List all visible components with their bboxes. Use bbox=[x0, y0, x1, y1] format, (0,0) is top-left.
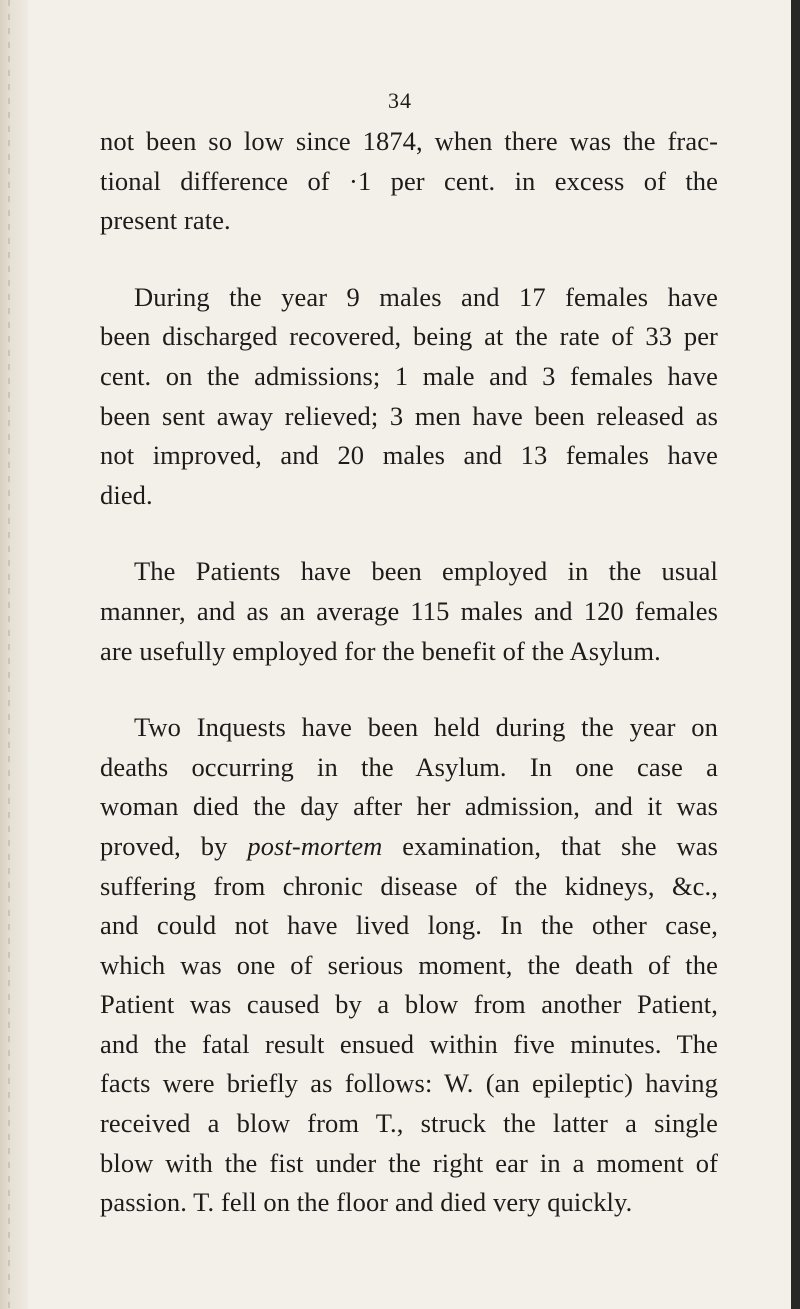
text-line: been discharged recovered, being at the rate of 33 per bbox=[100, 321, 718, 352]
text-line: been sent away relieved; 3 men have been released as bbox=[100, 400, 718, 431]
text-line: facts were briefly as follows: W. (an epileptic) having bbox=[100, 1068, 718, 1099]
text-segment: examination, that she was bbox=[382, 830, 718, 861]
text-line: and the fatal result ensued within five minutes. The bbox=[100, 1028, 718, 1059]
page-number: 34 bbox=[388, 88, 412, 113]
document-body bbox=[100, 122, 718, 1260]
text-line: blow with the fist under the right ear in a moment of bbox=[100, 1147, 718, 1178]
text-line: cent. on the admissions; 1 male and 3 females have bbox=[100, 360, 718, 391]
text-line: received a blow from T., struck the latter a single bbox=[100, 1108, 718, 1139]
text-line: deaths occurring in the Asylum. In one case a bbox=[100, 751, 718, 782]
text-line: are usefully employed for the benefit of the Asylum. bbox=[100, 635, 661, 666]
text-line: suffering from chronic disease of the kidneys, &c., bbox=[100, 870, 718, 901]
paragraph-3 bbox=[100, 552, 718, 671]
text-line: During the year 9 males and 17 females have bbox=[134, 281, 718, 312]
text-line: woman died the day after her admission, and it was bbox=[100, 791, 718, 822]
text-line: Two Inquests have been held during the year on bbox=[134, 712, 718, 743]
text-line: which was one of serious moment, the death of the bbox=[100, 949, 718, 980]
text-line: passion. T. fell on the floor and died very quickly. bbox=[100, 1187, 633, 1218]
text-line: Patient was caused by a blow from another Patient, bbox=[100, 989, 718, 1020]
page-binding-edge bbox=[0, 0, 28, 1309]
page-right-edge bbox=[791, 0, 800, 1309]
paragraph-1 bbox=[100, 122, 718, 241]
text-line-with-italic bbox=[100, 827, 718, 867]
text-line: The Patients have been employed in the usual bbox=[134, 556, 718, 587]
text-line: present rate. bbox=[100, 205, 231, 236]
text-line: manner, and as an average 115 males and 120 females bbox=[100, 595, 718, 626]
text-line: not been so low since 1874, when there was the frac- bbox=[100, 126, 718, 156]
paragraph-2 bbox=[100, 278, 718, 516]
text-segment: proved, by bbox=[100, 830, 248, 861]
paragraph-4 bbox=[100, 708, 718, 1223]
text-line: not improved, and 20 males and 13 females have bbox=[100, 440, 718, 471]
text-line: and could not have lived long. In the other case, bbox=[100, 910, 718, 941]
text-line: tional difference of ·1 per cent. in excess of the bbox=[100, 165, 718, 196]
text-line: died. bbox=[100, 479, 153, 510]
italic-phrase: post-mortem bbox=[247, 830, 383, 861]
